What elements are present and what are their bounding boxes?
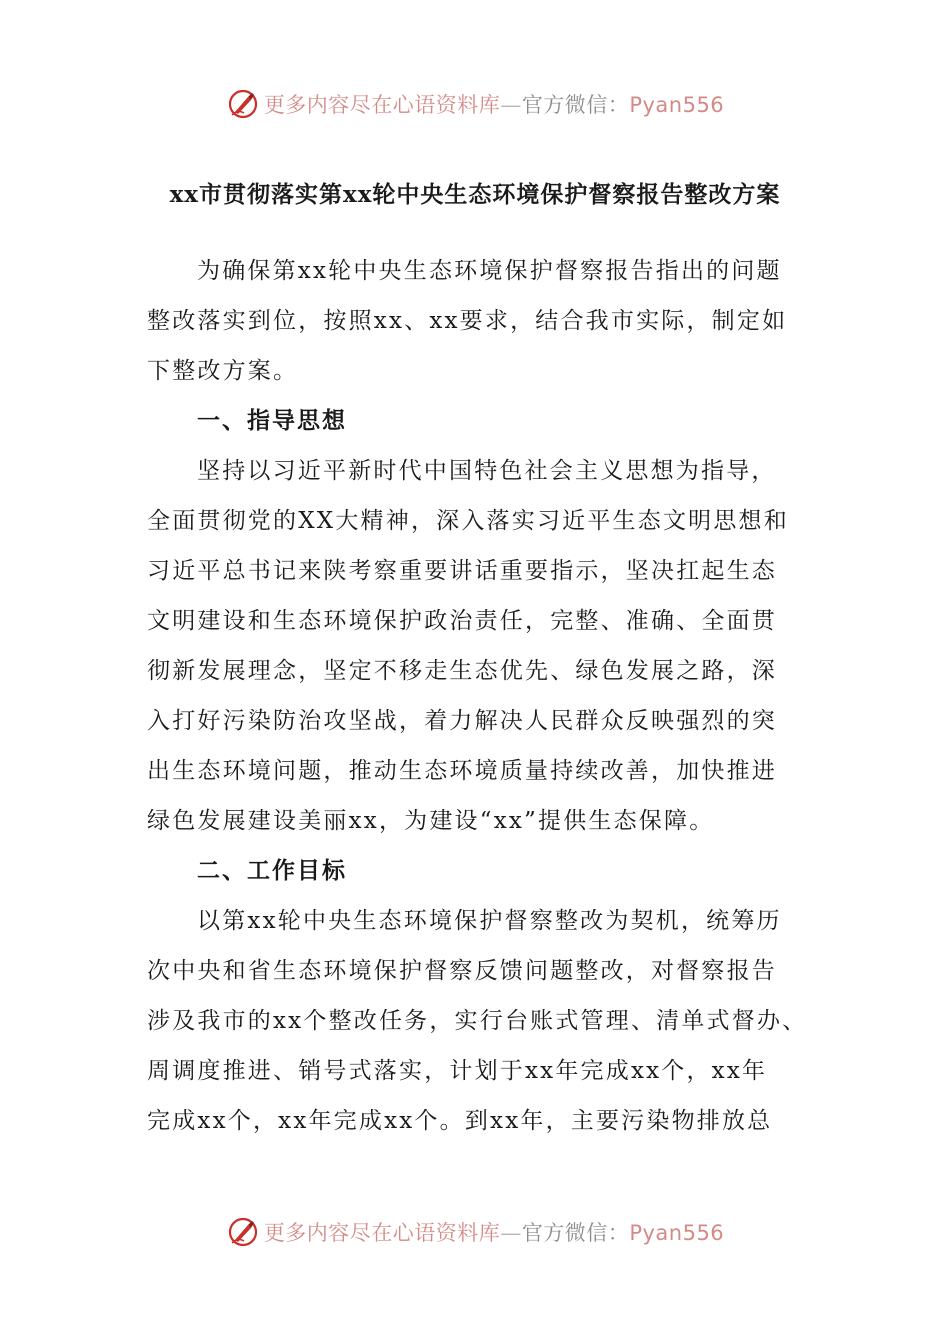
watermark-header [0, 84, 950, 124]
paragraph-line: 全面贯彻党的XX大精神，深入落实习近平生态文明思想和 [147, 508, 789, 534]
pen-logo-icon [226, 87, 260, 121]
paragraph-line: 绿色发展建设美丽xx，为建设“xx”提供生态保障。 [147, 808, 715, 834]
pen-logo-icon [226, 1215, 260, 1249]
paragraph-line: 入打好污染防治攻坚战，着力解决人民群众反映强烈的突 [147, 708, 777, 734]
paragraph-line: 习近平总书记来陕考察重要讲话重要指示，坚决扛起生态 [147, 558, 777, 584]
paragraph-line: 坚持以习近平新时代中国特色社会主义思想为指导， [197, 458, 777, 484]
paragraph-line: 涉及我市的xx个整改任务，实行台账式管理、清单式督办、 [147, 1008, 808, 1034]
paragraph-line: 彻新发展理念，坚定不移走生态优先、绿色发展之路，深 [147, 658, 777, 684]
section-heading: 一、指导思想 [197, 407, 347, 434]
watermark-text: 更多内容尽在心语资料库—官方微信：Pyan556 [263, 93, 725, 117]
paragraph-line: 出生态环境问题，推动生态环境质量持续改善，加快推进 [147, 758, 777, 784]
paragraph-line: 整改落实到位，按照xx、xx要求，结合我市实际，制定如 [147, 308, 788, 334]
document-title: xx市贯彻落实第xx轮中央生态环境保护督察报告整改方案 [169, 181, 781, 208]
paragraph-line: 以第xx轮中央生态环境保护督察整改为契机，统筹历 [197, 908, 782, 934]
paragraph-line: 次中央和省生态环境保护督察反馈问题整改，对督察报告 [147, 958, 777, 984]
watermark-footer [0, 1212, 950, 1252]
paragraph-line: 文明建设和生态环境保护政治责任，完整、准确、全面贯 [147, 608, 777, 634]
paragraph-line: 完成xx个，xx年完成xx个。到xx年，主要污染物排放总 [147, 1108, 773, 1134]
paragraph-line: 为确保第xx轮中央生态环境保护督察报告指出的问题 [197, 258, 782, 284]
document-body [147, 246, 807, 1146]
section-heading: 二、工作目标 [197, 857, 347, 884]
paragraph-line: 周调度推进、销号式落实，计划于xx年完成xx个，xx年 [147, 1058, 768, 1084]
watermark-text: 更多内容尽在心语资料库—官方微信：Pyan556 [263, 1221, 725, 1245]
paragraph-line: 下整改方案。 [147, 358, 299, 384]
